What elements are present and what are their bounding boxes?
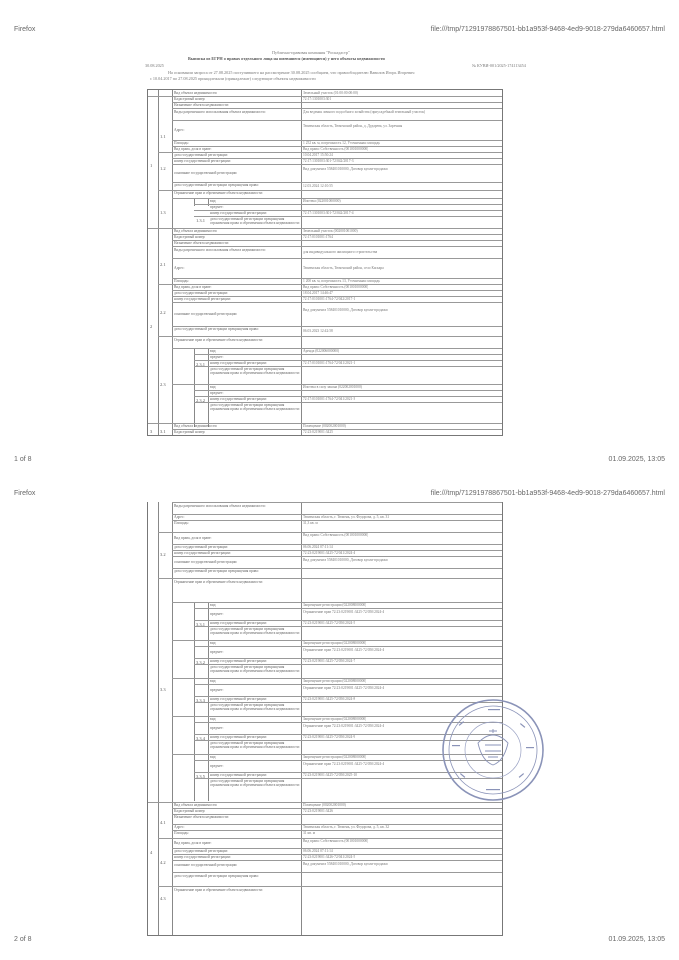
b1-label-rdate: дата государственной регистрации прекращения ограничения права и обременения объекта недвижимости: (210, 627, 300, 636)
b4-subject: Ограничение прав 72:23:0219001:3425-72/050/2024-4 (303, 724, 385, 728)
s2-right: Вид права: Собственность (001001000000) (303, 285, 369, 289)
num-2-2: 2.2 (160, 310, 166, 315)
s4-label-cadnum: Кадастровый номер: (174, 809, 206, 813)
s3-kind: Помещение (002002001000) (303, 424, 346, 428)
s2-label-regdate: дата государственной регистрации: (174, 291, 229, 295)
s4-label-kind: Вид объекта недвижимости: (174, 803, 218, 807)
num-3-3-1: 3.3.1 (196, 622, 205, 627)
num-3-3-2: 3.3.2 (196, 660, 205, 665)
b2-subject: Ограничение прав 72:23:0219001:3425-72/050/2024-4 (303, 648, 385, 652)
s2-regdate: 18.04.2017 14:46:47 (303, 291, 333, 295)
b3-label-subject: предмет: (210, 688, 224, 692)
b5-label-subject: предмет: (210, 764, 224, 768)
page-2 (0, 480, 679, 960)
s2-r1-num: 72:17:0101001:1764-72/041/2021-1 (303, 361, 356, 365)
num-3-3: 3.3 (160, 687, 166, 692)
s1-cadnum: 72:17:1301003:301 (303, 97, 332, 101)
num-3-3-3: 3.3.3 (196, 698, 205, 703)
s4-label-address: Адрес: (174, 825, 185, 829)
s4-address: Тюменская область, г. Тюмень, ул. Федорова, д. 5, кв. 32 (303, 825, 390, 829)
s2-r2-label-rdate: дата государственной регистрации прекращения ограничения права и обременения объекта недвижимости: (210, 403, 300, 412)
doc-intro-1: На основании запроса от 27.08.2025 поступившего на рассмотрение 30.08.2025 сообщаем, что правообладателю Вавилов Игорь Игоревич (168, 70, 415, 75)
s2-label-kind: Вид объекта недвижимости: (174, 229, 218, 233)
s4-label-right: Вид права, доля в праве: (174, 841, 212, 845)
b2-label-rdate: дата государственной регистрации прекращения ограничения права и обременения объекта недвижимости: (210, 665, 300, 674)
p2-label-area: Площадь: (174, 521, 190, 525)
s2-label-right: Вид права, доля в праве: (174, 285, 212, 289)
s2-usage: для индивидуального жилищного строительства (303, 250, 378, 254)
s2-enddate: 06.03.2023 12:42:58 (303, 329, 333, 333)
s4-label-basis: основание государственной регистрации: (174, 863, 238, 867)
p2-label-regdate: дата государственной регистрации: (174, 545, 229, 549)
num-2-3: 2.3 (160, 382, 166, 387)
label-kind: Вид объекта недвижимости: (174, 91, 218, 95)
s2-label-enddate: дата государственной регистрации прекращения права: (174, 327, 259, 331)
s1-basis: Вид документа 558401010000, Договор купли-продажи (303, 167, 388, 171)
p2-label-usage: Виды разрешенного использования объекта недвижимости: (174, 504, 266, 508)
browser-name: Firefox (14, 26, 36, 33)
b3-rnum: 72:23:0219001:3425-72/050/2024-8 (303, 697, 356, 701)
s4-area: 31 кв. м (303, 831, 316, 835)
s2-address: Тюменская область, Тюменский район, село Каскара (303, 266, 384, 270)
b4-label-rnum: номер государственной регистрации: (210, 735, 267, 739)
num-4-3: 4.3 (160, 896, 166, 901)
num-2-1: 2.1 (160, 262, 166, 267)
p2-label-right: Вид права, доля в праве: (174, 536, 212, 540)
doc-number: № КУВИ-001/2025-174113454 (472, 63, 526, 68)
b4-label-vid: вид: (210, 717, 217, 721)
label-regnum: номер государственной регистрации: (174, 159, 231, 163)
s4-label-enddate: дата государственной регистрации прекращения права: (174, 874, 259, 878)
num-3-1: 3.1 (160, 429, 166, 434)
s2-r1-label-subject: предмет: (210, 355, 224, 359)
s2-r1-label-rnum: номер государственной регистрации: (210, 361, 267, 365)
s2-r1-label-vid: вид: (210, 349, 217, 353)
page-timestamp-2: 01.09.2025, 13:05 (608, 936, 665, 943)
doc-title: Выписка из ЕГРН о правах отдельного лица на имевшиеся (имеющиеся) у него объекты недвижимости (188, 56, 385, 61)
page-label-2: 2 of 8 (14, 936, 32, 943)
p2-label-regnum: номер государственной регистрации: (174, 551, 231, 555)
p2-address: Тюменская область, г. Тюмень, ул. Федорова, д. 5, кв. 31 (303, 515, 390, 519)
b2-rnum: 72:23:0219001:3425-72/050/2024-7 (303, 659, 356, 663)
b5-label-rnum: номер государственной регистрации: (210, 773, 267, 777)
browser-url: file:///tmp/71291978867501-bb1a953f-9468-4ed9-9018-279da6460657.html (430, 26, 665, 33)
label-area: Площадь: (174, 141, 190, 145)
s1-right: Вид права: Собственность (001001000000) (303, 147, 369, 151)
s3-label-kind: Вид объекта недвижимости: (174, 424, 218, 428)
b3-label-vid: вид: (210, 679, 217, 683)
num-3: 3 (150, 429, 153, 434)
p2-area: 31,3 кв. м (303, 521, 318, 525)
num-3-3-5: 3.3.5 (196, 774, 205, 779)
b1-subject: Ограничение прав 72:23:0219001:3425-72/050/2024-4 (303, 610, 385, 614)
s4-label-regnum: номер государственной регистрации: (174, 855, 231, 859)
s2-label-regnum: номер государственной регистрации: (174, 297, 231, 301)
s2-r2-label-vid: вид: (210, 385, 217, 389)
b4-rnum: 72:23:0219001:3425-72/050/2024-9 (303, 735, 356, 739)
doc-date: 30.08.2025 (145, 63, 164, 68)
b5-vid: Запрещение регистрации (022008000000) (303, 755, 367, 759)
b3-label-rdate: дата государственной регистрации прекращения ограничения права и обременения объекта недвижимости: (210, 703, 300, 712)
num-2-3-2: 2.3.2 (196, 398, 205, 403)
label-restrict: Ограничение прав и обременение объекта недвижимости: (174, 191, 263, 195)
browser-name-2: Firefox (14, 490, 36, 497)
b2-label-rnum: номер государственной регистрации: (210, 659, 267, 663)
b5-label-rdate: дата государственной регистрации прекращения ограничения права и обременения объекта недвижимости: (210, 779, 300, 788)
b3-subject: Ограничение прав 72:23:0219001:3425-72/050/2024-4 (303, 686, 385, 690)
label-enddate: дата государственной регистрации прекращения права: (174, 183, 259, 187)
page-timestamp-1: 01.09.2025, 13:05 (608, 456, 665, 463)
s2-label-basis: основание государственной регистрации: (174, 312, 238, 316)
s1-kind: Земельный участок (01:00:00:00:00) (303, 91, 358, 95)
s1-regnum: 72:17:1301003:301-72/042/2017-3 (303, 159, 354, 163)
num-4-1: 4.1 (160, 820, 166, 825)
s2-regnum: 72:17:0101001:1764-72/042/2017-1 (303, 297, 356, 301)
label-rdate: дата государственной регистрации прекращения ограничения права и обременения объекта недвижимости: (210, 217, 300, 226)
b3-vid: Запрещение регистрации (022008000000) (303, 679, 367, 683)
s1-r-vid: Ипотека (022001000000) (303, 199, 341, 203)
browser-url-2: file:///tmp/71291978867501-bb1a953f-9468-4ed9-9018-279da6460657.html (430, 490, 665, 497)
s2-area: 1 200 кв. м, погрешность 13, Уточненная площадь (303, 279, 380, 283)
b1-label-subject: предмет: (210, 612, 224, 616)
b3-label-rnum: номер государственной регистрации: (210, 697, 267, 701)
s3-cadnum: 72:23:0219001:3425 (303, 430, 333, 434)
s2-label-purpose: Назначение объекта недвижимости: (174, 241, 230, 245)
b4-label-rdate: дата государственной регистрации прекращения ограничения права и обременения объекта недвижимости: (210, 741, 300, 750)
num-1: 1 (150, 163, 153, 168)
label-right: Вид права, доля в праве: (174, 147, 212, 151)
num-1-3-1: 1.3.1 (196, 218, 205, 223)
p2-label-restrict: Ограничение прав и обременение объекта недвижимости: (174, 580, 263, 584)
s2-label-usage: Виды разрешенного использования объекта недвижимости: (174, 248, 266, 252)
num-1-3: 1.3 (160, 210, 166, 215)
num-1-2: 1.2 (160, 166, 166, 171)
s1-usage: Для ведения личного подсобного хозяйства (приусадебный земельный участок) (303, 110, 426, 114)
b1-rnum: 72:23:0219001:3425-72/050/2024-5 (303, 621, 356, 625)
s2-r1-label-rdate: дата государственной регистрации прекращения ограничения права и обременения объекта недвижимости: (210, 367, 300, 376)
s4-label-regdate: дата государственной регистрации: (174, 849, 229, 853)
b4-vid: Запрещение регистрации (022008000000) (303, 717, 367, 721)
s2-label-cadnum: Кадастровый номер: (174, 235, 206, 239)
s2-label-restrict: Ограничение прав и обременение объекта недвижимости: (174, 338, 263, 342)
label-cadnum: Кадастровый номер: (174, 97, 206, 101)
s4-regdate: 06.06.2024 07:11:14 (303, 849, 333, 853)
s4-right: Вид права: Собственность (001001000000) (303, 839, 369, 843)
num-2-3-1: 2.3.1 (196, 362, 205, 367)
s4-label-area: Площадь: (174, 831, 190, 835)
s2-label-address: Адрес: (174, 266, 185, 270)
num-1-1: 1.1 (160, 134, 166, 139)
s2-r2-num: 72:17:0101001:1764-72/041/2021-3 (303, 397, 356, 401)
b1-vid: Запрещение регистрации (022008000000) (303, 603, 367, 607)
p2-right: Вид права: Собственность (001001000000) (303, 533, 369, 537)
s3-label-cadnum: Кадастровый номер: (174, 430, 206, 434)
b2-label-vid: вид: (210, 641, 217, 645)
p2-regdate: 06.06.2024 07:11:14 (303, 545, 333, 549)
b5-label-vid: вид: (210, 755, 217, 759)
s1-r-num: 72:17:1301003:301-72/042/2017-4 (303, 211, 354, 215)
s2-r2-vid: Ипотека в силу закона (022002001000) (303, 385, 362, 389)
s4-cadnum: 72:23:0219001:3426 (303, 809, 333, 813)
s2-r1-vid: Аренда (022006000000) (303, 349, 340, 353)
label-rnum: номер государственной регистрации: (210, 211, 267, 215)
p2-basis: Вид документа 558401010000, Договор купли-продажи (303, 558, 388, 562)
num-4: 4 (150, 850, 153, 855)
official-stamp-icon (438, 695, 548, 805)
s2-kind: Земельный участок (002001001000) (303, 229, 358, 233)
s1-area: 1 252 кв. м, погрешность 12, Уточненная площадь (303, 141, 380, 145)
num-2: 2 (150, 324, 153, 329)
s1-enddate: 12.03.2024 12:10:55 (303, 184, 333, 188)
label-usage: Виды разрешенного использования объекта недвижимости: (174, 110, 266, 114)
b5-rnum: 72:23:0219001:3425-72/050/2025-10 (303, 773, 358, 777)
b2-vid: Запрещение регистрации (022008000000) (303, 641, 367, 645)
num-3-3-4: 3.3.4 (196, 736, 205, 741)
p2-label-enddate: дата государственной регистрации прекращения права: (174, 569, 259, 573)
s1-regdate: 10.04.2017 15:50:24 (303, 153, 333, 157)
s2-cadnum: 72:17:0101001:1764 (303, 235, 333, 239)
label-address: Адрес: (174, 128, 185, 132)
b5-subject: Ограничение прав 72:23:0219001:3425-72/050/2024-4 (303, 762, 385, 766)
label-regdate: дата государственной регистрации: (174, 153, 229, 157)
s2-r2-label-rnum: номер государственной регистрации: (210, 397, 267, 401)
p2-label-address: Адрес: (174, 515, 185, 519)
label-subject: предмет: (210, 205, 224, 209)
doc-intro-2: с 10.04.2017 по 27.08.2025 принадлежали (принадлежат) следующие объекты недвижимости (150, 76, 316, 81)
b2-label-subject: предмет: (210, 650, 224, 654)
p2-regnum: 72:23:0219001:3425-72/041/2024-4 (303, 551, 356, 555)
label-basis: основание государственной регистрации: (174, 171, 238, 175)
num-3-2: 3.2 (160, 552, 166, 557)
label-purpose: Назначение объекта недвижимости: (174, 103, 230, 107)
s4-kind: Помещение (002002001000) (303, 803, 346, 807)
p2-label-basis: основание государственной регистрации: (174, 560, 238, 564)
s1-address: Тюменская область, Тюменский район, д. Дударева, ул. Заречная (303, 124, 403, 128)
s2-label-area: Площадь: (174, 279, 190, 283)
s4-label-purpose: Назначение объекта недвижимости: (174, 815, 230, 819)
page-label-1: 1 of 8 (14, 456, 32, 463)
doc-org: Публично-правовая компания "Роскадастр" (272, 50, 350, 55)
label-vid: вид: (210, 199, 217, 203)
s4-regnum: 72:23:0219001:3426-72/041/2024-5 (303, 855, 356, 859)
s4-basis: Вид документа 558401010000, Договор купли-продажи (303, 862, 388, 866)
num-4-2: 4.2 (160, 860, 166, 865)
s2-basis: Вид документа 558401010000, Договор купли-продажи (303, 308, 388, 312)
b4-label-subject: предмет: (210, 726, 224, 730)
s4-label-restrict: Ограничение прав и обременение объекта недвижимости: (174, 888, 263, 892)
s2-r2-label-subject: предмет: (210, 391, 224, 395)
b1-label-vid: вид: (210, 603, 217, 607)
rights-table-p1 (147, 89, 503, 436)
b1-label-rnum: номер государственной регистрации: (210, 621, 267, 625)
